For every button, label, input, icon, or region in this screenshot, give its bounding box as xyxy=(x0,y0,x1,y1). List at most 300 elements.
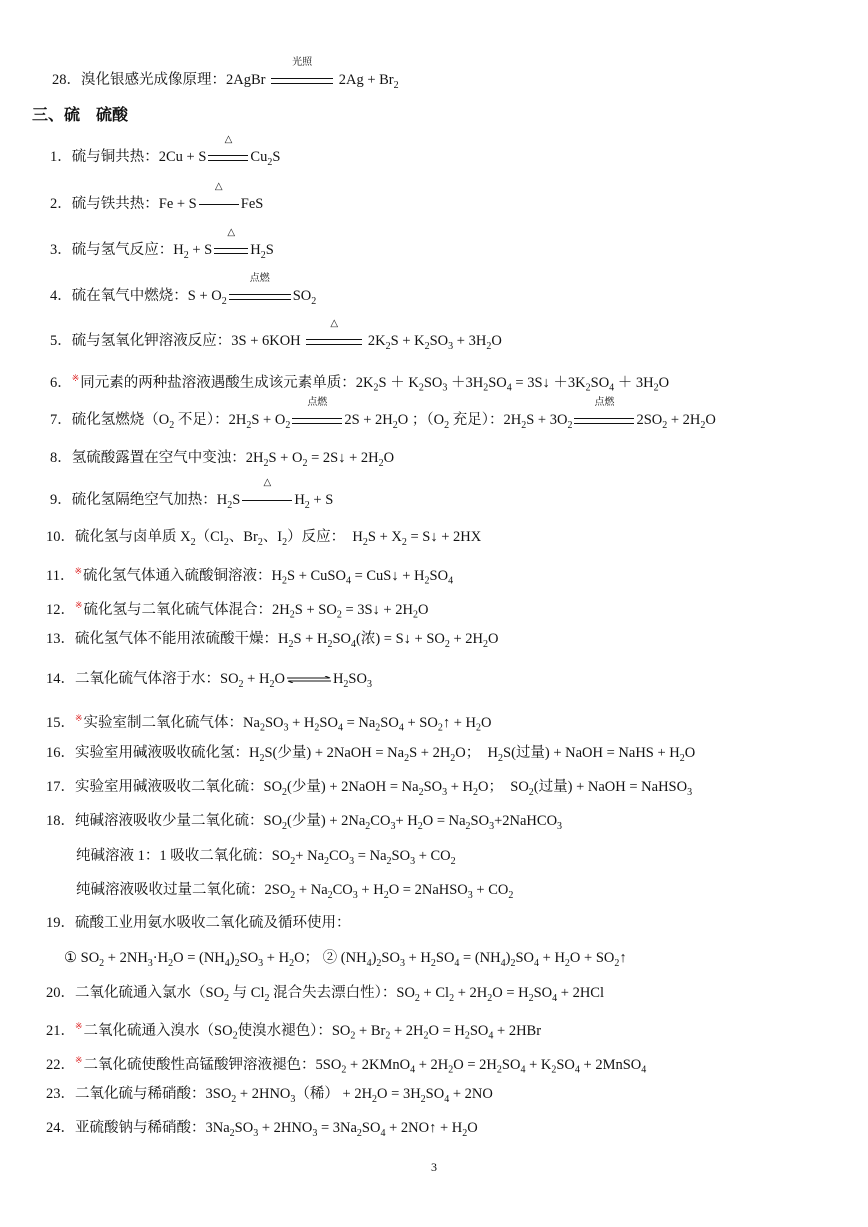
equation-text: = (NH xyxy=(459,950,501,966)
equation-text: + K xyxy=(525,1056,552,1073)
subscript: 2 xyxy=(383,889,389,901)
item-number: 12． xyxy=(46,601,75,618)
equation-text: ) xyxy=(371,950,377,966)
equation-text: 二氧化硫使酸性高锰酸钾溶液褪色：5SO xyxy=(83,1056,342,1073)
subscript: 2 xyxy=(653,382,659,394)
equation-text: CO xyxy=(329,848,350,864)
equation-text: S + H xyxy=(293,631,328,647)
subscript: 4 xyxy=(574,1064,580,1076)
subscript: 4 xyxy=(337,722,343,734)
subscript: 2 xyxy=(231,1093,237,1105)
subscript: 2 xyxy=(311,295,317,307)
subscript: 2 xyxy=(465,820,471,832)
equation-line xyxy=(50,477,334,516)
subscript: 4 xyxy=(351,638,356,650)
subscript: 2 xyxy=(350,1030,356,1042)
equation-text: 二氧化硫通入溴水（SO xyxy=(83,1022,233,1039)
equation-text: 2S + 2H xyxy=(344,412,393,428)
subscript: 2 xyxy=(257,536,263,548)
reaction-condition xyxy=(292,397,342,430)
equation-line xyxy=(46,777,692,803)
equation-text: O xyxy=(480,714,492,731)
subscript: 4 xyxy=(534,957,540,969)
subscript: 2 xyxy=(393,79,399,91)
subscript: 2 xyxy=(168,957,174,969)
subscript: 2 xyxy=(437,722,443,734)
subscript: 2 xyxy=(450,855,456,867)
equation-text: 溴化银感光成像原理：2AgBr xyxy=(81,72,270,88)
item-number: 23． xyxy=(46,1086,75,1102)
equation-text: 硫化氢气体通入硫酸铜溶液：H xyxy=(83,567,282,584)
subscript: 2 xyxy=(327,638,333,650)
subscript: 2 xyxy=(190,536,196,548)
equation-line xyxy=(50,397,716,436)
item-number: 14． xyxy=(46,671,75,687)
key-mark-icon: ※ xyxy=(74,566,83,576)
reaction-condition xyxy=(242,477,292,510)
equation-text: + H xyxy=(243,671,270,687)
subscript: 3 xyxy=(147,957,153,969)
equation-text: S + K xyxy=(390,333,425,349)
equation-text: O xyxy=(488,631,499,647)
subscript: 2 xyxy=(282,575,287,587)
equation-text: 硫酸工业用氨水吸收二氧化硫及循环使用： xyxy=(75,915,351,931)
equation-text: + 2H xyxy=(667,412,701,428)
subscript: 2 xyxy=(227,499,233,511)
equation-text: S + X xyxy=(367,529,402,545)
item-number: 17． xyxy=(46,779,75,795)
equation-line xyxy=(46,527,481,553)
equation-line xyxy=(46,1084,493,1110)
reaction-condition xyxy=(271,57,333,90)
equation-text: + H xyxy=(395,813,418,829)
equation-text: FeS xyxy=(240,196,264,212)
equation-line xyxy=(52,57,399,96)
equation-text: O xyxy=(467,1120,478,1136)
reaction-arrow xyxy=(229,294,291,300)
equation-text: + H xyxy=(263,950,290,966)
subscript: 2 xyxy=(528,992,534,1004)
equation-text: O ；（O xyxy=(397,412,445,428)
equation-text: + S xyxy=(309,492,334,508)
subscript: 2 xyxy=(373,382,379,394)
equation-text: + Na xyxy=(295,882,328,898)
equation-text: + 2H xyxy=(390,1022,424,1039)
key-mark-icon: ※ xyxy=(75,1021,83,1031)
subscript: 4 xyxy=(410,1064,416,1076)
equation-text: S + SO xyxy=(294,601,337,618)
subscript: 3 xyxy=(448,340,454,352)
equation-text: 氢硫酸露置在空气中变浊：2H xyxy=(71,450,264,466)
equation-text: H xyxy=(250,242,261,258)
item-number: 24． xyxy=(46,1120,75,1136)
equation-text: S ＋ K xyxy=(378,374,419,391)
equation-text: 硫化氢隔绝空气加热：H xyxy=(71,492,228,508)
subscript: 2 xyxy=(378,457,384,469)
equation-text: SO xyxy=(435,950,455,966)
equation-text: S(少量) + 2NaOH = Na xyxy=(264,745,405,761)
subscript: 2 xyxy=(229,1127,235,1139)
equation-text: 混合失去漂白性）：SO xyxy=(269,985,415,1001)
subscript: 2 xyxy=(521,419,527,431)
subscript: 3 xyxy=(352,889,358,901)
equation-text: + 2HCl xyxy=(557,985,604,1001)
equation-line xyxy=(46,561,453,592)
subscript: 2 xyxy=(282,820,288,832)
equation-text: + H xyxy=(539,950,565,966)
equation-line xyxy=(50,227,274,266)
equation-text: 2SO xyxy=(636,412,663,428)
equation-text: + H xyxy=(357,882,384,898)
subscript: 3 xyxy=(390,820,396,832)
subscript: 3 xyxy=(557,820,563,832)
reaction-arrow xyxy=(271,78,333,84)
equation-line xyxy=(76,880,513,906)
subscript: 3 xyxy=(258,957,264,969)
subscript: 3 xyxy=(253,1127,259,1139)
equation-text: 硫化氢与卤单质 X xyxy=(75,529,191,545)
equation-text: + 2NO↑ + H xyxy=(385,1120,463,1136)
item-number: 15． xyxy=(46,714,75,731)
subscript: 2 xyxy=(401,536,407,548)
equation-text: 硫与氢气反应：H xyxy=(71,242,184,258)
equation-text: SO xyxy=(469,1022,489,1039)
reaction-condition xyxy=(574,397,634,430)
equation-text: + 3H xyxy=(453,333,487,349)
equation-text: SO xyxy=(429,567,449,584)
subscript: 4 xyxy=(380,1127,386,1139)
equation-text: SO xyxy=(239,950,259,966)
equation-text: S + O xyxy=(268,450,303,466)
equation-text: + S xyxy=(188,242,213,258)
equation-text: = CuS↓ + H xyxy=(350,567,425,584)
equation-text: SO xyxy=(361,1120,381,1136)
equation-line xyxy=(46,708,491,739)
subscript: 3 xyxy=(283,722,289,734)
equation-text: S xyxy=(232,492,241,508)
equation-text: O = H xyxy=(492,985,529,1001)
subscript: 3 xyxy=(349,855,355,867)
equation-text: 三、硫 硫酸 xyxy=(32,107,129,124)
subscript: 2 xyxy=(414,992,420,1004)
equation-text: 实验室制二氧化硫气体：Na xyxy=(83,714,260,731)
subscript: 3 xyxy=(442,786,448,798)
subscript: 2 xyxy=(679,752,685,764)
item-number: 4． xyxy=(50,288,72,304)
subscript: 4 xyxy=(641,1064,647,1076)
item-number: 2． xyxy=(50,196,72,212)
reaction-condition xyxy=(306,318,362,351)
reaction-condition xyxy=(229,273,291,306)
equation-text: O + SO xyxy=(569,950,615,966)
subscript: 4 xyxy=(224,957,230,969)
subscript: 2 xyxy=(423,1030,429,1042)
subscript: 2 xyxy=(464,1030,470,1042)
equation-text: + 2HNO xyxy=(258,1120,313,1136)
equation-text: (过量) + NaOH = NaHSO xyxy=(533,779,688,795)
equation-text: CO xyxy=(332,882,353,898)
equation-text: ＋3H xyxy=(447,374,484,391)
subscript: 2 xyxy=(290,889,296,901)
subscript: 2 xyxy=(304,499,310,511)
equation-text: SO xyxy=(429,333,449,349)
equation-text: O xyxy=(491,333,502,349)
reaction-arrow xyxy=(292,418,342,424)
equation-text: + H xyxy=(447,779,474,795)
subscript: 2 xyxy=(475,722,481,734)
equation-text: O = Na xyxy=(422,813,466,829)
reaction-arrow xyxy=(199,204,239,205)
equation-text: 硫与铜共热：2Cu + S xyxy=(71,149,207,165)
equation-text: S xyxy=(272,149,281,165)
equation-text: 、Br xyxy=(228,529,258,545)
equation-text: O = 2H xyxy=(453,1056,497,1073)
equation-text: 纯碱溶液吸收少量二氧化硫：SO xyxy=(75,813,283,829)
equation-text: + H xyxy=(404,950,431,966)
equation-text: + CO xyxy=(415,848,451,864)
equation-text: 2Ag + Br xyxy=(335,72,394,88)
subscript: 2 xyxy=(314,722,320,734)
equation-text: S + 3O xyxy=(526,412,568,428)
subscript: 2 xyxy=(289,957,295,969)
key-mark-icon: ※ xyxy=(75,713,83,723)
reaction-condition xyxy=(208,134,248,167)
equation-line xyxy=(50,368,669,399)
equation-text: + H xyxy=(288,714,315,731)
equation-text: 纯碱溶液吸收过量二氧化硫：2SO xyxy=(76,882,291,898)
condition-label: 光照 xyxy=(292,57,313,68)
subscript: 2 xyxy=(221,295,227,307)
subscript: 2 xyxy=(700,419,706,431)
equation-text: SO xyxy=(381,950,400,966)
subscript: 2 xyxy=(365,820,371,832)
equation-text: +2NaHCO xyxy=(494,813,558,829)
equation-text: S + CuSO xyxy=(287,567,346,584)
item-number: 6． xyxy=(50,374,72,391)
subscript: 4 xyxy=(552,992,558,1004)
subscript: 2 xyxy=(224,992,230,1004)
subscript: 4 xyxy=(488,1030,494,1042)
subscript: 2 xyxy=(302,457,308,469)
subscript: 2 xyxy=(290,855,296,867)
equation-line xyxy=(50,448,394,474)
equation-text: SO xyxy=(590,374,610,391)
equation-text: 硫与铁共热：Fe + S xyxy=(71,196,197,212)
equation-text: SO xyxy=(515,950,535,966)
item-number: 10． xyxy=(46,529,75,545)
equation-text: 亚硫酸钠与稀硝酸：3Na xyxy=(75,1120,230,1136)
equation-text: （Cl xyxy=(195,529,224,545)
subscript: 4 xyxy=(454,957,460,969)
condition-label: △ xyxy=(214,181,223,192)
equation-text: (少量) + 2Na xyxy=(287,813,366,829)
equation-text: + 2KMnO xyxy=(346,1056,411,1073)
subscript: 2 xyxy=(567,419,573,431)
equation-line xyxy=(76,846,456,872)
subscript: 2 xyxy=(392,419,398,431)
reaction-arrow xyxy=(242,500,292,501)
equation-text: 二氧化硫与稀硝酸：3SO xyxy=(75,1086,232,1102)
subscript: 2 xyxy=(450,752,456,764)
subscript: 2 xyxy=(418,786,424,798)
equation-text: O xyxy=(417,601,429,618)
subscript: 2 xyxy=(362,536,368,548)
equation-text: 硫与氢氧化钾溶液反应：3S + 6KOH xyxy=(71,333,305,349)
subscript: 2 xyxy=(327,889,333,901)
equation-text: 硫在氧气中燃烧：S + O xyxy=(71,288,222,304)
equation-text: S + O xyxy=(251,412,286,428)
equation-text: + 2H xyxy=(415,1056,449,1073)
subscript: 2 xyxy=(385,340,391,352)
subscript: 2 xyxy=(412,609,418,621)
subscript: 3 xyxy=(399,957,405,969)
equation-text: = Na xyxy=(354,848,387,864)
subscript: 4 xyxy=(520,1064,526,1076)
condition-label: 点燃 xyxy=(594,397,615,408)
condition-label: △ xyxy=(330,318,339,329)
equation-text: ① SO xyxy=(64,950,100,966)
equation-text: SO xyxy=(533,985,553,1001)
equation-text: ）反应： H xyxy=(287,529,363,545)
equation-text: （稀） + 2H xyxy=(295,1086,373,1102)
subscript: 4 xyxy=(506,382,512,394)
reaction-arrow xyxy=(306,339,362,345)
equation-text: + Cl xyxy=(419,985,450,1001)
equation-text: + 2H xyxy=(454,985,488,1001)
reaction-arrow xyxy=(208,155,248,161)
item-number: 28． xyxy=(52,72,81,88)
subscript: 2 xyxy=(662,419,668,431)
equation-line xyxy=(64,948,627,974)
equation-text: SO xyxy=(348,671,367,687)
equation-text: 硫化氢燃烧（O xyxy=(71,412,170,428)
subscript: 2 xyxy=(169,419,175,431)
subscript: 2 xyxy=(260,249,266,261)
condition-label: 点燃 xyxy=(249,273,270,284)
subscript: 2 xyxy=(564,957,570,969)
subscript: 2 xyxy=(263,457,269,469)
equation-text: = 3S↓ + 2H xyxy=(341,601,413,618)
equation-text: 与 Cl xyxy=(229,985,265,1001)
equation-text: ) xyxy=(505,950,511,966)
condition-label: △ xyxy=(263,477,272,488)
reaction-arrow xyxy=(214,248,248,254)
item-number: 22． xyxy=(46,1056,75,1073)
subscript: 2 xyxy=(341,1064,347,1076)
equation-text: = S↓ + 2HX xyxy=(406,529,482,545)
subscript: 2 xyxy=(498,752,503,764)
subscript: 2 xyxy=(418,382,424,394)
item-number: 18． xyxy=(46,813,75,829)
subscript: 2 xyxy=(386,855,392,867)
subscript: 2 xyxy=(246,419,252,431)
equation-text: + 2HBr xyxy=(493,1022,542,1039)
equation-text: 实验室用碱液吸收二氧化硫：SO xyxy=(75,779,283,795)
equation-text: SO xyxy=(488,374,507,391)
item-number: 8． xyxy=(50,450,72,466)
subscript: 2 xyxy=(508,889,514,901)
subscript: 2 xyxy=(430,957,436,969)
equation-line xyxy=(46,595,428,626)
equation-text: + 2NH xyxy=(104,950,148,966)
equation-text: 纯碱溶液 1：1 吸收二氧化硫：SO xyxy=(76,848,291,864)
subscript: 4 xyxy=(398,722,404,734)
equation-text: SO xyxy=(332,631,351,647)
subscript: 2 xyxy=(417,820,423,832)
subscript: 2 xyxy=(343,678,349,690)
equation-text: H xyxy=(294,492,305,508)
subscript: 4 xyxy=(448,575,454,587)
subscript: 2 xyxy=(444,638,450,650)
subscript: 2 xyxy=(288,638,294,650)
subscript: 2 xyxy=(232,1030,238,1042)
subscript: 2 xyxy=(473,786,479,798)
equation-text: S + 2H xyxy=(409,745,451,761)
equation-text: + 2HNO xyxy=(236,1086,291,1102)
equation-text: S(过量) + NaOH = NaHS + H xyxy=(503,745,680,761)
subscript: 2 xyxy=(551,1064,557,1076)
subscript: 2 xyxy=(267,156,273,168)
subscript: 2 xyxy=(486,340,492,352)
equation-text: 不足）：2H xyxy=(174,412,247,428)
subscript: 2 xyxy=(259,722,265,734)
subscript: 2 xyxy=(356,1127,362,1139)
equation-line xyxy=(46,913,351,933)
equation-text: 、I xyxy=(262,529,283,545)
subscript: 2 xyxy=(238,678,244,690)
equation-text: SO xyxy=(425,1086,445,1102)
section-heading xyxy=(32,106,128,126)
subscript: 3 xyxy=(489,820,495,832)
equation-text: 2K xyxy=(364,333,386,349)
subscript: 3 xyxy=(687,786,693,798)
equation-text: O = 2NaHSO xyxy=(388,882,468,898)
equation-text: ↑ + H xyxy=(442,714,476,731)
equation-text: O = (NH xyxy=(173,950,225,966)
subscript: 2 xyxy=(424,575,430,587)
equation-line xyxy=(46,983,604,1009)
equation-text: O = H xyxy=(428,1022,465,1039)
equation-text: + SO xyxy=(403,714,438,731)
equation-text: + 2H xyxy=(449,631,484,647)
subscript: 2 xyxy=(585,382,591,394)
equation-line xyxy=(46,669,372,695)
subscript: 3 xyxy=(312,1127,318,1139)
equation-line xyxy=(50,134,281,173)
equation-text: SO xyxy=(556,1056,575,1073)
subscript: 2 xyxy=(99,957,105,969)
subscript: 4 xyxy=(345,575,351,587)
equation-line xyxy=(46,811,562,837)
equation-text: = 2S↓ + 2H xyxy=(307,450,379,466)
item-number: 7． xyxy=(50,412,72,428)
equation-line xyxy=(46,1118,478,1144)
equation-line xyxy=(46,1016,541,1047)
item-number: 1． xyxy=(50,149,72,165)
subscript: 2 xyxy=(259,752,265,764)
subscript: 2 xyxy=(528,786,534,798)
equation-text: SO xyxy=(319,714,338,731)
equation-text: CO xyxy=(370,813,391,829)
item-number: 11． xyxy=(46,567,75,584)
equation-text: O； H xyxy=(455,745,498,761)
equation-text: ＋ 3H xyxy=(614,374,654,391)
subscript: 3 xyxy=(410,855,416,867)
subscript: 2 xyxy=(234,957,240,969)
equation-text: ↑ xyxy=(619,950,627,966)
subscript: 2 xyxy=(424,340,430,352)
equation-text: (少量) + 2NaOH = Na xyxy=(287,779,419,795)
